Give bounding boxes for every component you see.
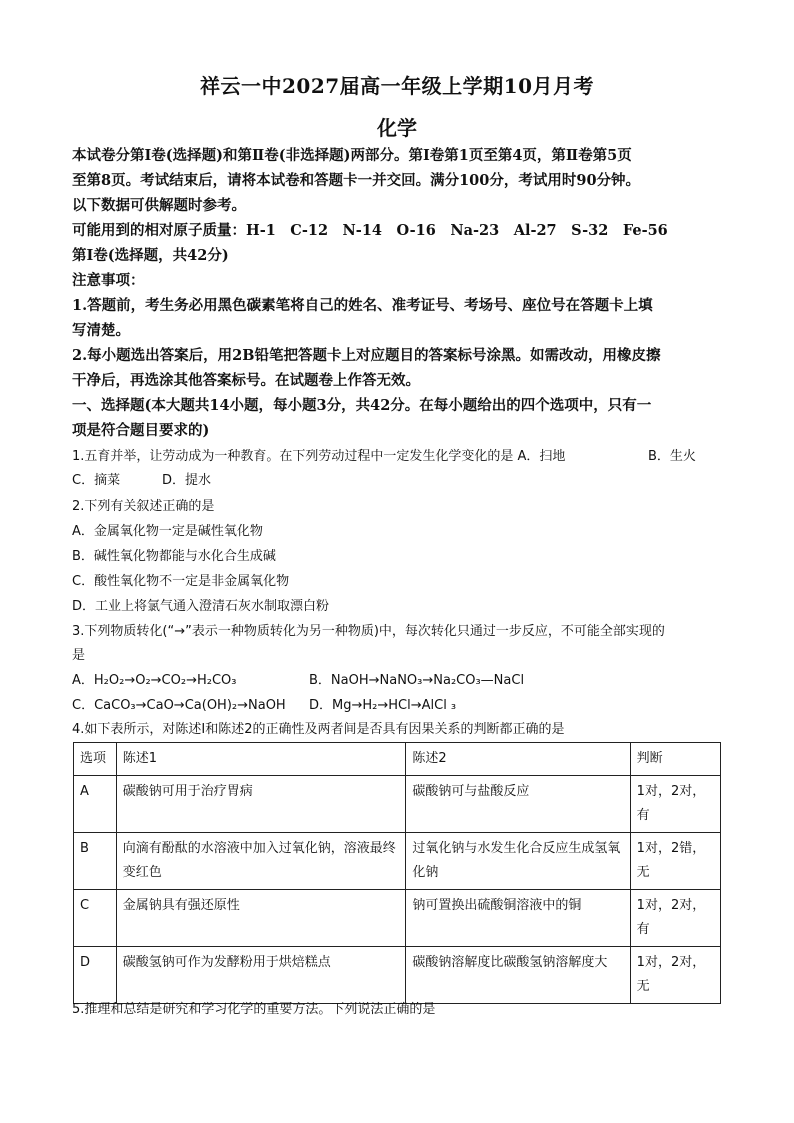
q2-option-c-text: C．酸性氧化物不一定是非金属氧化物 <box>72 574 290 589</box>
table-cell: D <box>74 947 117 1004</box>
q1-stem: 1.五育并举，让劳动成为一种教育。在下列劳动过程中一定发生化学变化的是 A．扫地 <box>72 449 566 464</box>
table-cell: 碳酸钠可与盐酸反应 <box>406 776 630 833</box>
table-cell: 1对，2对，有 <box>630 776 720 833</box>
q1-option-b: B．生火 <box>648 449 696 464</box>
q2-option-a-text: A．金属氧化物一定是碱性氧化物 <box>72 524 263 539</box>
q1-option-c: C．摘菜 <box>72 473 121 488</box>
table-cell: 过氧化钠与水发生化合反应生成氢氧化钠 <box>406 833 630 890</box>
note-1-cont: 写清楚。 <box>72 322 130 339</box>
subject-title: 化学 <box>377 116 417 140</box>
table-cell: 1对，2对，有 <box>630 890 720 947</box>
q3-option-b: B．NaOH→NaNO₃→Na₂CO₃—NaCl <box>309 673 525 688</box>
table-cell: 金属钠具有强还原性 <box>116 890 406 947</box>
note-2-cont: 干净后，再选涂其他答案标号。在试题卷上作答无效。 <box>72 372 420 389</box>
table-header-cell: 陈述2 <box>406 743 630 776</box>
table-header-cell: 判断 <box>630 743 720 776</box>
section-heading: 第Ⅰ卷(选择题，共42分) <box>72 247 229 264</box>
table-row <box>74 947 721 1004</box>
note-2: 2.每小题选出答案后，用2B铅笔把答题卡上对应题目的答案标号涂黑。如需改动，用橡皮擦 <box>72 347 661 364</box>
q3-option-c: C．CaCO₃→CaO→Ca(OH)₂→NaOH <box>72 698 286 713</box>
q3-option-a: A．H₂O₂→O₂→CO₂→H₂CO₃ <box>72 673 237 688</box>
table-cell: 碳酸钠溶解度比碳酸氢钠溶解度大 <box>406 947 630 1004</box>
q3-stem-cont-text: 是 <box>72 648 86 663</box>
table-cell: 碳酸氢钠可作为发酵粉用于烘焙糕点 <box>116 947 406 1004</box>
atomic-masses: 可能用到的相对原子质量：H-1 C-12 N-14 O-16 Na-23 Al-27 S-32 Fe-56 <box>72 222 668 239</box>
intro-line: 以下数据可供解题时参考。 <box>72 197 246 214</box>
table-header-cell: 陈述1 <box>116 743 406 776</box>
table-cell: 向滴有酚酞的水溶液中加入过氧化钠，溶液最终变红色 <box>116 833 406 890</box>
exam-title: 祥云一中2027届高一年级上学期10月月考 <box>200 74 594 98</box>
table-cell: 碳酸钠可用于治疗胃病 <box>116 776 406 833</box>
q4-stem-text: 4.如下表所示，对陈述Ⅰ和陈述2的正确性及两者间是否具有因果关系的判断都正确的是 <box>72 722 565 737</box>
table-cell: 1对，2对，无 <box>630 947 720 1004</box>
table-header-row <box>74 743 721 776</box>
q2-option-d-text: D．工业上将氯气通入澄清石灰水制取漂白粉 <box>72 599 330 614</box>
part-heading-cont: 项是符合题目要求的) <box>72 422 210 439</box>
table-cell: A <box>74 776 117 833</box>
q3-option-d: D．Mg→H₂→HCl→AlCl ₃ <box>309 698 457 713</box>
q3-stem-text: 3.下列物质转化(“→”表示一种物质转化为另一种物质)中，每次转化只通过一步反应，不可能全部实现的 <box>72 624 665 639</box>
notes-heading: 注意事项： <box>72 272 145 289</box>
q2-stem-text: 2.下列有关叙述正确的是 <box>72 499 215 514</box>
table-row <box>74 890 721 947</box>
table-cell: C <box>74 890 117 947</box>
table-row <box>74 833 721 890</box>
table-cell: 钠可置换出硫酸铜溶液中的铜 <box>406 890 630 947</box>
q2-option-b-text: B．碱性氧化物都能与水化合生成碱 <box>72 549 276 564</box>
table-cell: B <box>74 833 117 890</box>
table-cell: 1对，2错，无 <box>630 833 720 890</box>
q4-table <box>73 742 721 1004</box>
intro-line: 本试卷分第Ⅰ卷(选择题)和第Ⅱ卷(非选择题)两部分。第Ⅰ卷第1页至第4页，第Ⅱ卷第5页 <box>72 147 632 164</box>
table-row <box>74 776 721 833</box>
note-1: 1.答题前，考生务必用黑色碳素笔将自己的姓名、准考证号、考场号、座位号在答题卡上填 <box>72 297 653 314</box>
q5-stem-text: 5.推理和总结是研究和学习化学的重要方法。下列说法正确的是 <box>72 1002 436 1017</box>
table-header-cell: 选项 <box>74 743 117 776</box>
q1-option-d: D．提水 <box>162 473 212 488</box>
part-heading: 一、选择题(本大题共14小题，每小题3分，共42分。在每小题给出的四个选项中，只有一 <box>72 397 652 414</box>
intro-line: 至第8页。考试结束后，请将本试卷和答题卡一并交回。满分100分，考试用时90分钟。 <box>72 172 641 189</box>
